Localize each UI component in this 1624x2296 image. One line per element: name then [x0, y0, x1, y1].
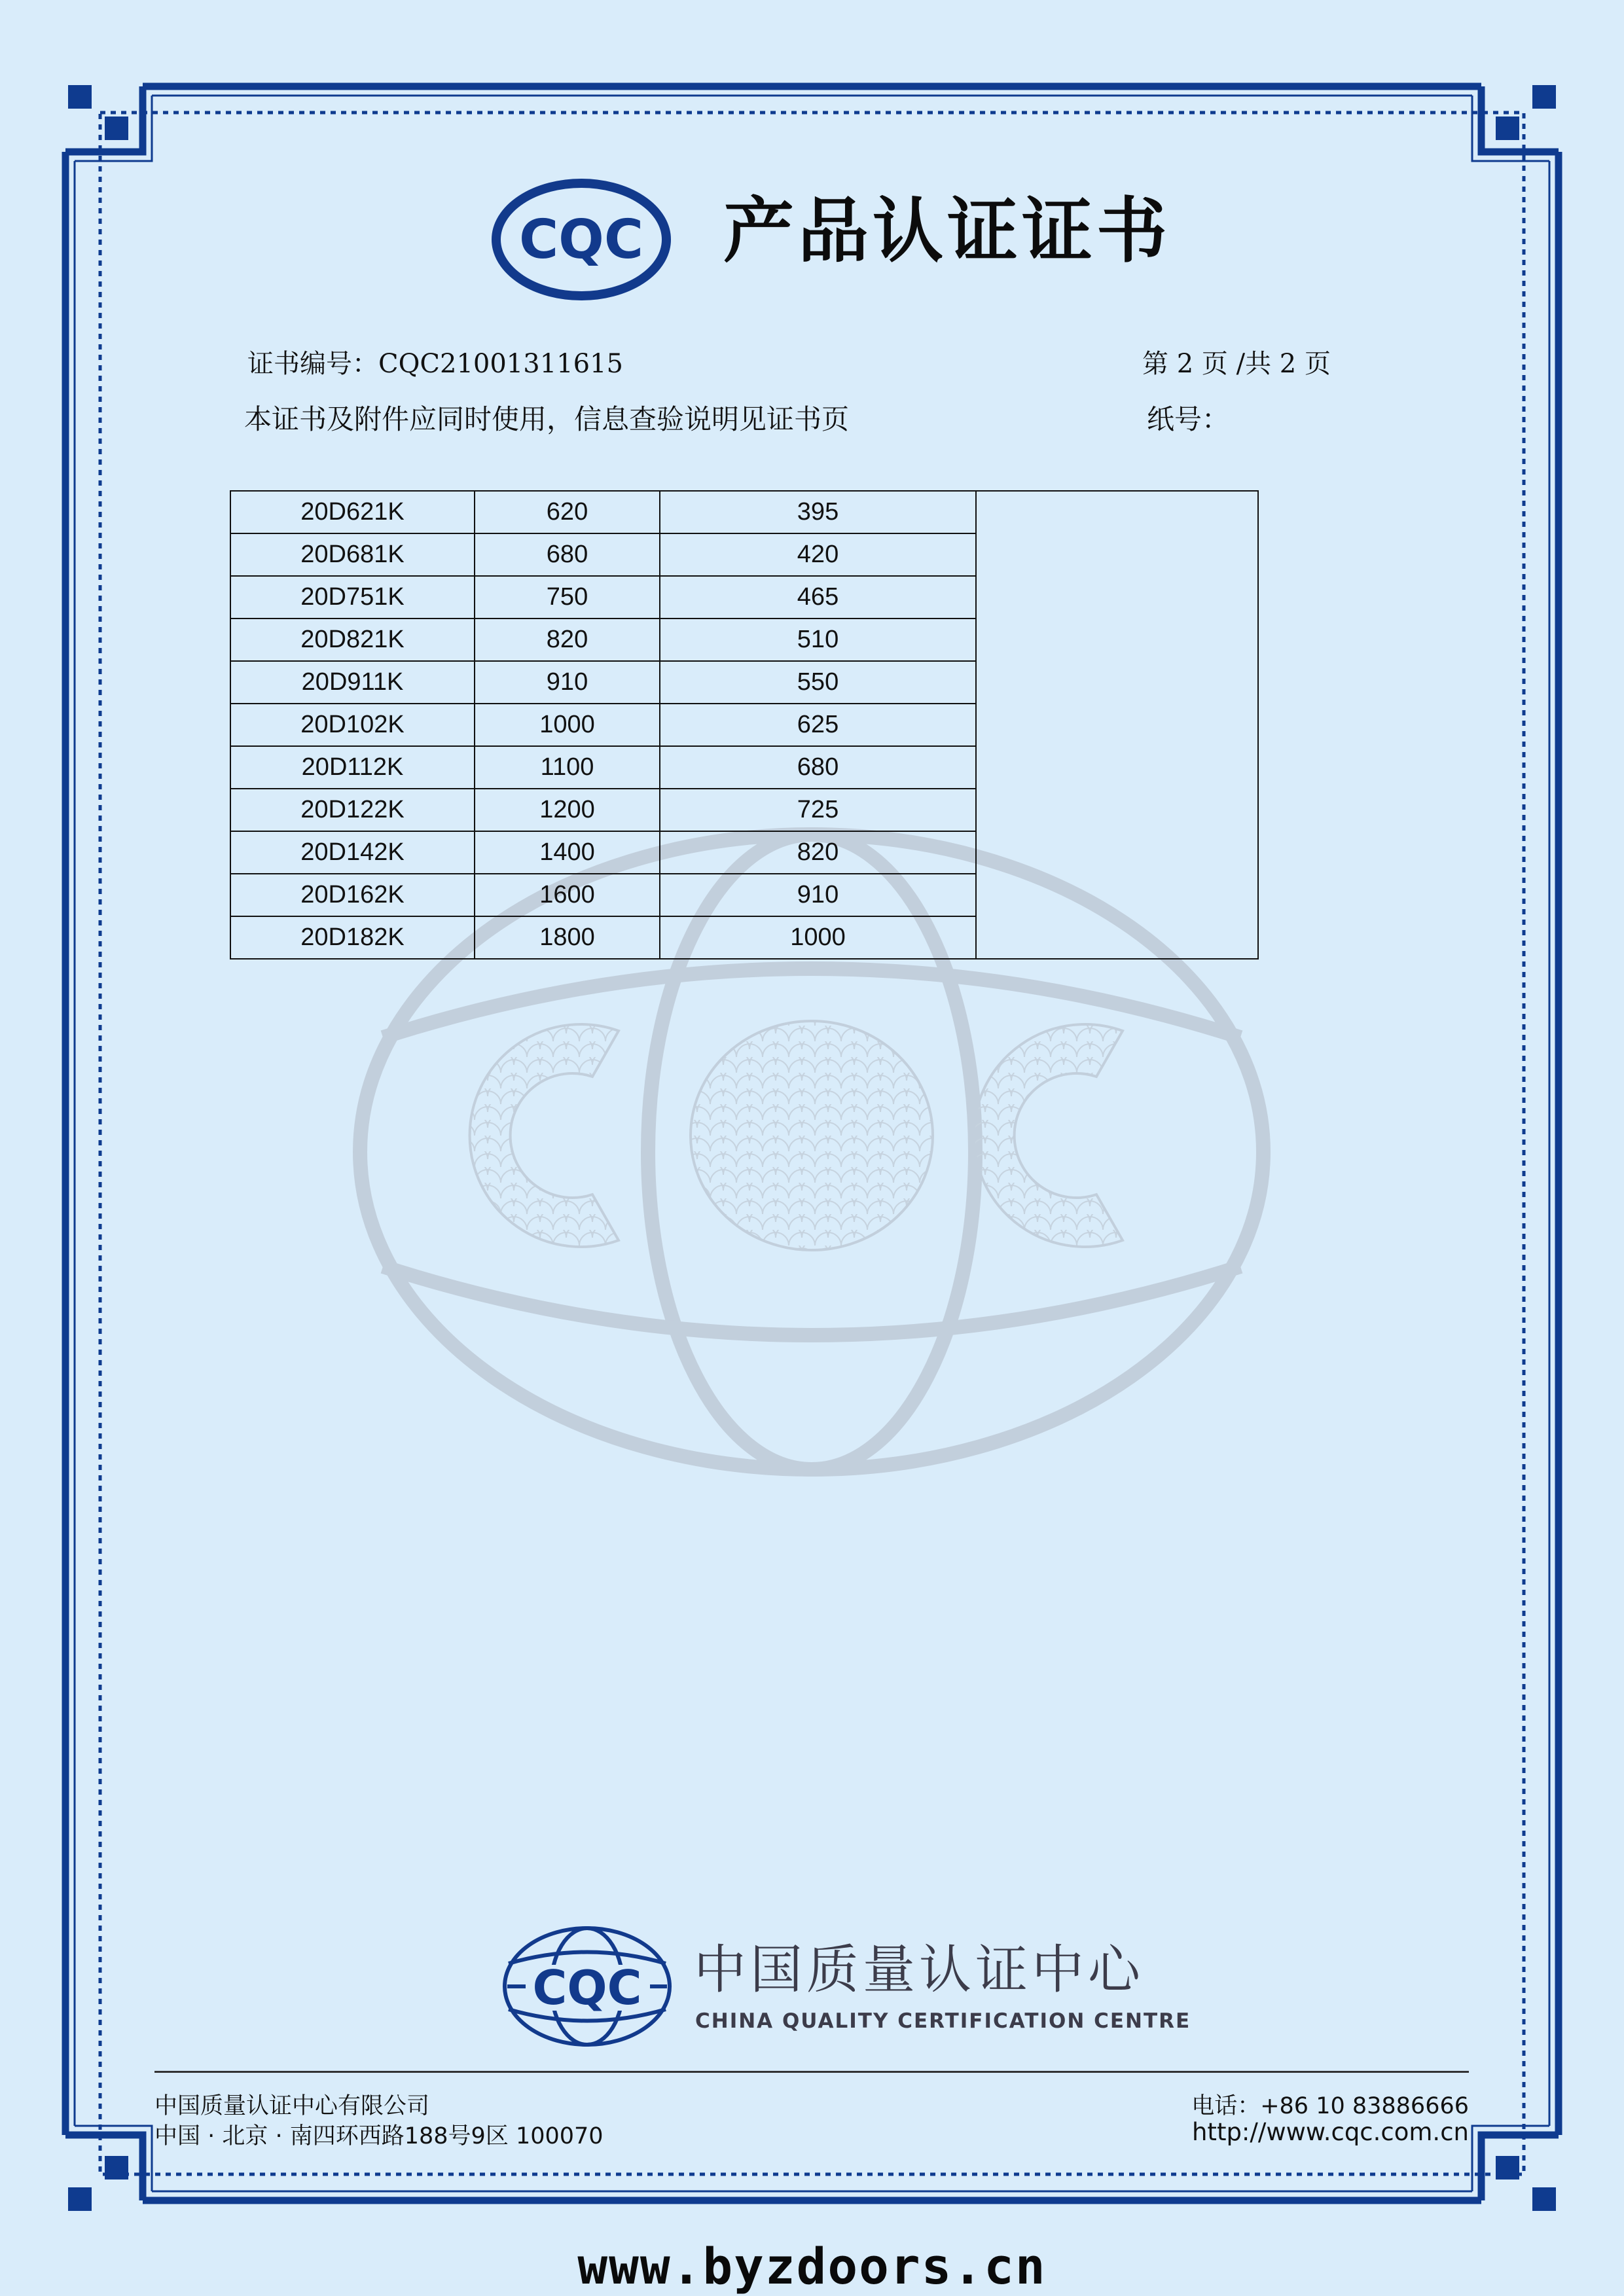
model-cell: 20D911K	[230, 661, 475, 704]
model-cell: 20D142K	[230, 831, 475, 874]
voltage-cell: 680	[475, 533, 660, 576]
model-cell: 20D182K	[230, 916, 475, 959]
table-row	[230, 491, 1258, 533]
model-cell: 20D621K	[230, 491, 475, 533]
voltage-cell: 1600	[475, 874, 660, 916]
rating-cell: 1000	[660, 916, 976, 959]
rating-cell: 395	[660, 491, 976, 533]
paper-number-label: 纸号：	[1147, 403, 1230, 435]
voltage-cell: 1400	[475, 831, 660, 874]
rating-cell: 465	[660, 576, 976, 619]
rating-cell: 680	[660, 746, 976, 789]
cqc-globe-logo	[501, 1924, 674, 2049]
org-name-english: CHINA QUALITY CERTIFICATION CENTRE	[695, 2009, 1191, 2033]
phone-number: 电话：+86 10 83886666	[1191, 2093, 1469, 2119]
model-cell: 20D102K	[230, 704, 475, 746]
certificate-title: 产品认证证书	[723, 190, 1172, 272]
usage-note: 本证书及附件应同时使用，信息查验说明见证书页	[244, 403, 850, 435]
cqc-logo	[491, 178, 672, 301]
voltage-cell: 1100	[475, 746, 660, 789]
svg-text:CQC: CQC	[532, 1960, 642, 2015]
blank-merged-cell	[976, 491, 1258, 959]
rating-cell: 910	[660, 874, 976, 916]
voltage-cell: 1800	[475, 916, 660, 959]
rating-cell: 510	[660, 619, 976, 661]
voltage-cell: 1000	[475, 704, 660, 746]
page-indicator: 第 2 页 /共 2 页	[1142, 349, 1331, 379]
voltage-cell: 750	[475, 576, 660, 619]
model-cell: 20D112K	[230, 746, 475, 789]
model-cell: 20D751K	[230, 576, 475, 619]
voltage-cell: 820	[475, 619, 660, 661]
rating-cell: 550	[660, 661, 976, 704]
company-address: 中国 · 北京 · 南四环西路188号9区 100070	[154, 2123, 604, 2149]
svg-text:CQC: CQC	[518, 209, 644, 271]
model-cell: 20D821K	[230, 619, 475, 661]
model-cell: 20D681K	[230, 533, 475, 576]
model-cell: 20D162K	[230, 874, 475, 916]
company-name: 中国质量认证中心有限公司	[154, 2093, 430, 2119]
voltage-cell: 620	[475, 491, 660, 533]
rating-cell: 625	[660, 704, 976, 746]
watermark-url: www.byzdoors.cn	[577, 2237, 1047, 2295]
rating-cell: 820	[660, 831, 976, 874]
voltage-cell: 1200	[475, 789, 660, 831]
model-table	[230, 490, 1259, 960]
footer-divider	[154, 2071, 1469, 2073]
website-link[interactable]: http://www.cqc.com.cn	[1191, 2118, 1469, 2146]
rating-cell: 725	[660, 789, 976, 831]
certificate-number: 证书编号：CQC21001311615	[247, 349, 623, 379]
model-cell: 20D122K	[230, 789, 475, 831]
voltage-cell: 910	[475, 661, 660, 704]
org-name-chinese: 中国质量认证中心	[694, 1939, 1144, 2000]
rating-cell: 420	[660, 533, 976, 576]
